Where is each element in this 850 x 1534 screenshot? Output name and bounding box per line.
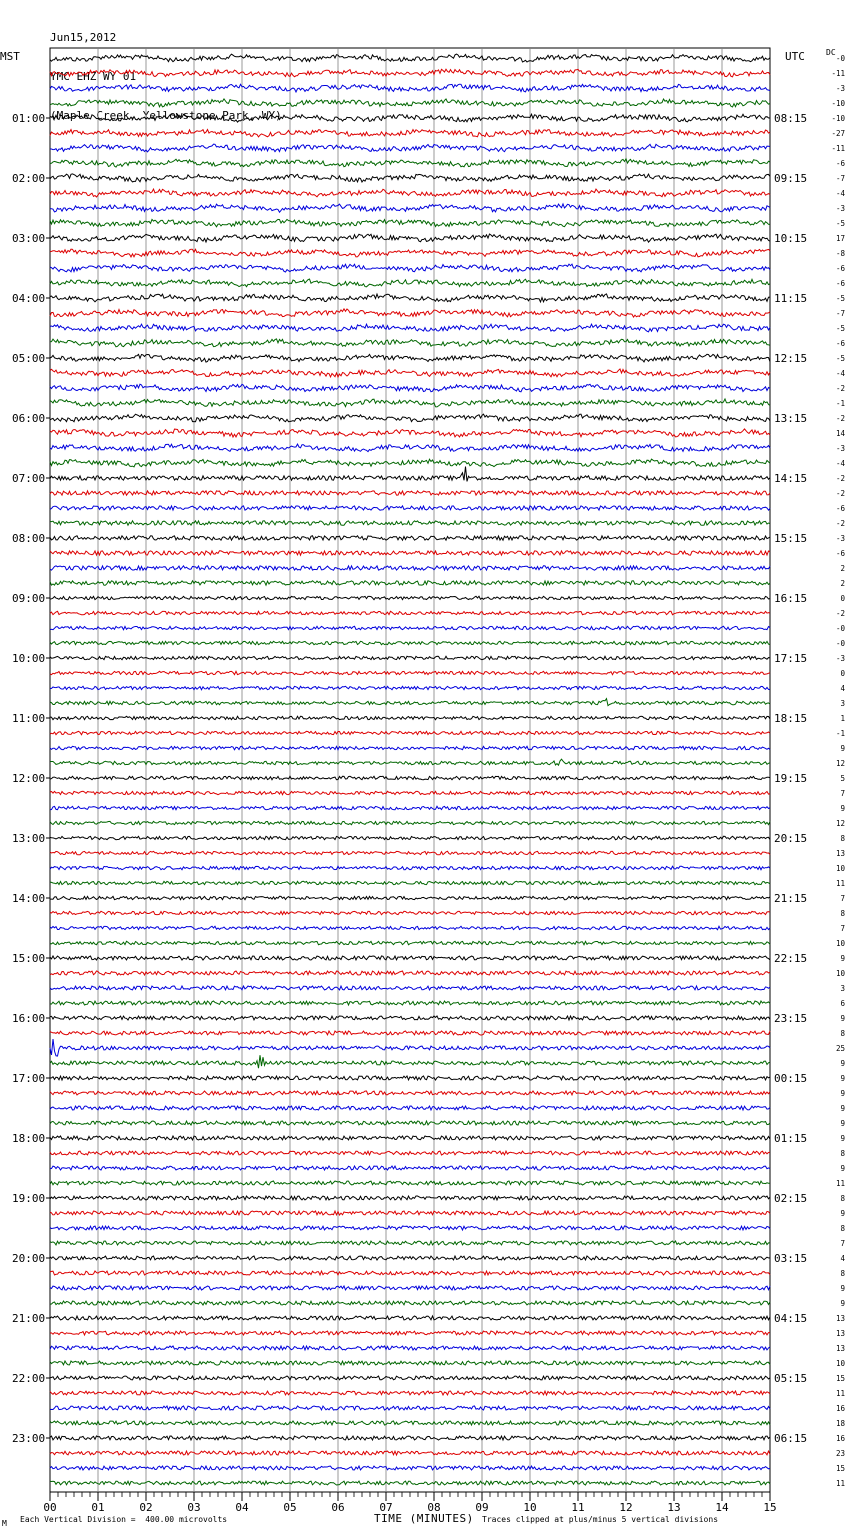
dc-offset-label: 13 [835, 1314, 845, 1323]
trace-line [50, 536, 770, 540]
dc-offset-label: 10 [835, 864, 845, 873]
dc-offset-label: -0 [835, 639, 845, 648]
date-label: Jun15,2012 [50, 31, 117, 44]
trace-line [50, 384, 770, 392]
x-tick-label: 05 [283, 1501, 297, 1514]
trace-line [50, 611, 770, 614]
trace-line [50, 491, 770, 495]
x-tick-label: 03 [187, 1501, 201, 1514]
trace-line [50, 414, 770, 422]
x-tick-label: 08 [427, 1501, 441, 1514]
trace-line [50, 1421, 770, 1425]
dc-offset-label: 14 [835, 429, 845, 438]
dc-offset-label: 4 [840, 1254, 845, 1263]
trace-line [50, 1271, 770, 1275]
dc-offset-label: 16 [835, 1404, 845, 1413]
trace-line [50, 130, 770, 137]
trace-line [50, 1091, 770, 1095]
dc-offset-label: -2 [835, 609, 845, 618]
dc-offset-label: 11 [835, 1179, 845, 1188]
trace-line [50, 279, 770, 287]
dc-offset-label: 13 [835, 1329, 845, 1338]
trace-line [50, 159, 770, 167]
dc-offset-label: 3 [840, 699, 845, 708]
trace-line [50, 699, 770, 706]
trace-line [50, 566, 770, 570]
mst-hour-label: 12:00 [12, 772, 46, 785]
trace-line [50, 896, 770, 899]
dc-offset-label: -7 [835, 309, 845, 318]
trace-line [50, 204, 770, 212]
dc-offset-label: 10 [835, 969, 845, 978]
dc-offset-label: 0 [840, 594, 845, 603]
dc-offset-label: -2 [835, 489, 845, 498]
utc-hour-label: 01:15 [774, 1132, 808, 1145]
trace-line [50, 956, 770, 960]
dc-offset-label: 9 [840, 1119, 845, 1128]
dc-offset-label: 16 [835, 1434, 845, 1443]
trace-line [50, 1316, 770, 1320]
trace-line [50, 1241, 770, 1245]
trace-line [50, 1055, 770, 1068]
dc-offset-label: 18 [835, 1419, 845, 1428]
trace-line [50, 1376, 770, 1380]
mst-hour-label: 02:00 [12, 172, 46, 185]
dc-offset-label: 5 [840, 774, 845, 783]
trace-line [50, 866, 770, 869]
dc-offset-label: 9 [840, 744, 845, 753]
dc-offset-label: 9 [840, 1074, 845, 1083]
utc-hour-label: 10:15 [774, 232, 808, 245]
trace-line [50, 324, 770, 332]
dc-offset-label: 7 [840, 894, 845, 903]
dc-offset-label: 15 [835, 1464, 845, 1473]
utc-hour-label: 22:15 [774, 952, 808, 965]
trace-line [50, 1286, 770, 1290]
dc-offset-label: 4 [840, 684, 845, 693]
dc-offset-label: 9 [840, 1089, 845, 1098]
trace-line [50, 791, 770, 794]
trace-line [50, 1361, 770, 1365]
dc-offset-label: -3 [835, 84, 845, 93]
x-tick-label: 12 [619, 1501, 633, 1514]
trace-line [50, 429, 770, 437]
dc-offset-label: 8 [840, 1149, 845, 1158]
utc-hour-label: 08:15 [774, 112, 808, 125]
dc-offset-label: 8 [840, 1029, 845, 1038]
mst-hour-label: 21:00 [12, 1312, 46, 1325]
trace-line [50, 911, 770, 914]
mst-hour-label: 20:00 [12, 1252, 46, 1265]
location-label: (Maple Creek, Yellowstone Park, WY) [50, 109, 282, 122]
trace-line [50, 596, 770, 599]
mst-hour-label: 22:00 [12, 1372, 46, 1385]
x-tick-label: 15 [763, 1501, 777, 1514]
utc-hour-label: 00:15 [774, 1072, 808, 1085]
trace-line [50, 1181, 770, 1185]
dc-offset-label: -6 [835, 549, 845, 558]
dc-offset-label: 1 [840, 714, 845, 723]
dc-offset-label: -2 [835, 384, 845, 393]
dc-offset-label: -1 [835, 399, 845, 408]
trace-line [50, 1001, 770, 1005]
trace-line [50, 174, 770, 182]
mst-hour-label: 06:00 [12, 412, 46, 425]
utc-hour-label: 17:15 [774, 652, 808, 665]
utc-hour-label: 05:15 [774, 1372, 808, 1385]
trace-line [50, 1391, 770, 1395]
x-tick-label: 04 [235, 1501, 249, 1514]
dc-offset-label: 7 [840, 1239, 845, 1248]
trace-line [50, 671, 770, 674]
utc-hour-label: 06:15 [774, 1432, 808, 1445]
trace-line [50, 971, 770, 975]
utc-hour-label: 19:15 [774, 772, 808, 785]
trace-line [50, 369, 770, 377]
mst-hour-label: 03:00 [12, 232, 46, 245]
dc-offset-label: 13 [835, 849, 845, 858]
x-tick-label: 07 [379, 1501, 393, 1514]
dc-offset-label: -1 [835, 729, 845, 738]
utc-hour-label: 03:15 [774, 1252, 808, 1265]
trace-line [50, 776, 770, 779]
dc-offset-label: 13 [835, 1344, 845, 1353]
trace-line [50, 1256, 770, 1260]
trace-line [50, 399, 770, 407]
trace-line [50, 1301, 770, 1305]
trace-line [50, 84, 770, 92]
trace-line [50, 581, 770, 585]
dc-offset-label: -3 [835, 444, 845, 453]
mst-hour-label: 14:00 [12, 892, 46, 905]
trace-line [50, 731, 770, 734]
dc-offset-label: 8 [840, 1269, 845, 1278]
trace-line [50, 1346, 770, 1350]
dc-offset-label: 7 [840, 924, 845, 933]
mst-hour-label: 09:00 [12, 592, 46, 605]
trace-line [50, 1151, 770, 1155]
utc-hour-label: 04:15 [774, 1312, 808, 1325]
mst-hour-label: 04:00 [12, 292, 46, 305]
dc-offset-label: 9 [840, 1014, 845, 1023]
dc-offset-label: 8 [840, 834, 845, 843]
trace-line [50, 1016, 770, 1020]
utc-hour-label: 12:15 [774, 352, 808, 365]
trace-line [50, 806, 770, 809]
trace-line [50, 1031, 770, 1035]
dc-offset-label: -4 [835, 189, 845, 198]
trace-line [50, 746, 770, 749]
dc-offset-label: -2 [835, 414, 845, 423]
utc-hour-label: 18:15 [774, 712, 808, 725]
dc-offset-label: -2 [835, 474, 845, 483]
dc-offset-label: -5 [835, 294, 845, 303]
dc-offset-label: 9 [840, 1299, 845, 1308]
trace-line [50, 467, 770, 482]
dc-offset-label: 9 [840, 1134, 845, 1143]
trace-line [50, 506, 770, 510]
trace-line [50, 249, 770, 257]
dc-offset-label: 9 [840, 954, 845, 963]
utc-hour-label: 11:15 [774, 292, 808, 305]
dc-label: DC [826, 48, 836, 57]
x-tick-label: 11 [571, 1501, 585, 1514]
dc-offset-label: -27 [831, 129, 845, 138]
x-tick-label: 10 [523, 1501, 537, 1514]
dc-offset-label: 9 [840, 1104, 845, 1113]
dc-offset-label: -11 [831, 69, 845, 78]
trace-line [50, 459, 770, 467]
utc-hour-label: 13:15 [774, 412, 808, 425]
dc-offset-label: -3 [835, 534, 845, 543]
trace-line [50, 54, 770, 62]
trace-line [50, 444, 770, 452]
dc-offset-label: 11 [835, 879, 845, 888]
trace-line [50, 1136, 770, 1140]
mst-hour-label: 18:00 [12, 1132, 46, 1145]
dc-offset-label: 15 [835, 1374, 845, 1383]
utc-hour-label: 20:15 [774, 832, 808, 845]
dc-offset-label: -6 [835, 339, 845, 348]
trace-line [50, 99, 770, 107]
trace-line [50, 339, 770, 347]
trace-line [50, 941, 770, 944]
trace-line [50, 926, 770, 929]
mst-hour-label: 13:00 [12, 832, 46, 845]
utc-hour-label: 02:15 [774, 1192, 808, 1205]
dc-offset-label: 9 [840, 1164, 845, 1173]
trace-line [50, 759, 770, 765]
utc-hour-label: 09:15 [774, 172, 808, 185]
dc-offset-label: 8 [840, 1194, 845, 1203]
dc-offset-label: -0 [835, 624, 845, 633]
dc-offset-label: -6 [835, 279, 845, 288]
dc-offset-label: 12 [835, 819, 845, 828]
dc-offset-label: -2 [835, 519, 845, 528]
trace-line [50, 189, 770, 197]
trace-line [50, 294, 770, 302]
utc-hour-label: 15:15 [774, 532, 808, 545]
left-timezone-label: MST [0, 50, 20, 63]
trace-line [50, 656, 770, 659]
mst-hour-label: 05:00 [12, 352, 46, 365]
trace-line [50, 264, 770, 272]
trace-line [50, 521, 770, 525]
mst-hour-label: 01:00 [12, 112, 46, 125]
dc-offset-label: -8 [835, 249, 845, 258]
x-tick-label: 01 [91, 1501, 105, 1514]
dc-offset-label: -5 [835, 219, 845, 228]
trace-line [50, 1106, 770, 1110]
dc-offset-label: -3 [835, 654, 845, 663]
dc-offset-label: -6 [835, 264, 845, 273]
x-tick-label: 02 [139, 1501, 153, 1514]
trace-line [50, 881, 770, 884]
dc-offset-label: 9 [840, 1059, 845, 1068]
utc-hour-label: 21:15 [774, 892, 808, 905]
mst-hour-label: 19:00 [12, 1192, 46, 1205]
trace-line [50, 144, 770, 152]
trace-line [50, 851, 770, 854]
dc-offset-label: -6 [835, 159, 845, 168]
dc-offset-label: 11 [835, 1389, 845, 1398]
trace-line [50, 219, 770, 226]
dc-offset-label: 8 [840, 1224, 845, 1233]
dc-offset-label: 10 [835, 1359, 845, 1368]
dc-offset-label: 12 [835, 759, 845, 768]
trace-line [50, 234, 770, 242]
trace-line [50, 641, 770, 644]
trace-line [50, 69, 770, 77]
trace-line [50, 354, 770, 362]
utc-hour-label: 14:15 [774, 472, 808, 485]
trace-line [50, 1039, 770, 1056]
trace-line [50, 836, 770, 839]
utc-hour-label: 16:15 [774, 592, 808, 605]
dc-offset-label: -3 [835, 204, 845, 213]
clip-note: Traces clipped at plus/minus 5 vertical divisions [482, 1515, 719, 1524]
trace-line [50, 821, 770, 824]
dc-offset-label: 0 [840, 669, 845, 678]
mst-hour-label: 11:00 [12, 712, 46, 725]
trace-line [50, 1166, 770, 1170]
vertical-division-note: Each Vertical Division = 400.00 microvolts [20, 1515, 228, 1524]
mst-hour-label: 15:00 [12, 952, 46, 965]
dc-offset-label: 10 [835, 939, 845, 948]
dc-offset-label: -10 [831, 99, 845, 108]
dc-offset-label: 2 [840, 579, 845, 588]
footer-mark: M [2, 1519, 7, 1528]
trace-line [50, 551, 770, 555]
trace-line [50, 1466, 770, 1470]
dc-offset-label: -6 [835, 504, 845, 513]
x-tick-label: 00 [43, 1501, 57, 1514]
dc-offset-label: 9 [840, 1284, 845, 1293]
dc-offset-label: -4 [835, 459, 845, 468]
dc-offset-label: 8 [840, 909, 845, 918]
trace-line [50, 309, 770, 317]
trace-line [50, 986, 770, 990]
x-axis-title: TIME (MINUTES) [374, 1512, 474, 1525]
station-label: YMC EHZ WY 01 [50, 70, 137, 83]
dc-offset-label: 17 [835, 234, 845, 243]
x-tick-label: 13 [667, 1501, 681, 1514]
x-tick-label: 06 [331, 1501, 345, 1514]
x-tick-label: 09 [475, 1501, 489, 1514]
trace-line [50, 1436, 770, 1440]
dc-offset-label: -7 [835, 174, 845, 183]
mst-hour-label: 17:00 [12, 1072, 46, 1085]
dc-offset-label: 7 [840, 789, 845, 798]
trace-line [50, 114, 770, 122]
dc-offset-label: -0 [835, 54, 845, 63]
dc-offset-label: -4 [835, 369, 845, 378]
dc-offset-label: 9 [840, 804, 845, 813]
mst-hour-label: 23:00 [12, 1432, 46, 1445]
dc-offset-label: 3 [840, 984, 845, 993]
mst-hour-label: 07:00 [12, 472, 46, 485]
trace-line [50, 1211, 770, 1215]
mst-hour-label: 10:00 [12, 652, 46, 665]
dc-offset-label: -10 [831, 114, 845, 123]
mst-hour-label: 08:00 [12, 532, 46, 545]
dc-offset-label: -5 [835, 324, 845, 333]
trace-line [50, 1481, 770, 1485]
dc-offset-label: 23 [835, 1449, 845, 1458]
dc-offset-label: 2 [840, 564, 845, 573]
right-timezone-label: UTC [785, 50, 805, 63]
trace-line [50, 686, 770, 689]
dc-offset-label: -11 [831, 144, 845, 153]
x-tick-label: 14 [715, 1501, 729, 1514]
trace-line [50, 1196, 770, 1200]
dc-offset-label: 9 [840, 1209, 845, 1218]
trace-line [50, 1076, 770, 1080]
trace-line [50, 1331, 770, 1335]
trace-line [50, 1226, 770, 1230]
dc-offset-label: 6 [840, 999, 845, 1008]
trace-line [50, 716, 770, 719]
mst-hour-label: 16:00 [12, 1012, 46, 1025]
trace-line [50, 1121, 770, 1125]
trace-line [50, 1406, 770, 1410]
dc-offset-label: 25 [835, 1044, 845, 1053]
trace-line [50, 626, 770, 629]
dc-offset-label: -5 [835, 354, 845, 363]
plot-frame [50, 48, 770, 1492]
utc-hour-label: 23:15 [774, 1012, 808, 1025]
trace-line [50, 1451, 770, 1455]
dc-offset-label: 11 [835, 1479, 845, 1488]
